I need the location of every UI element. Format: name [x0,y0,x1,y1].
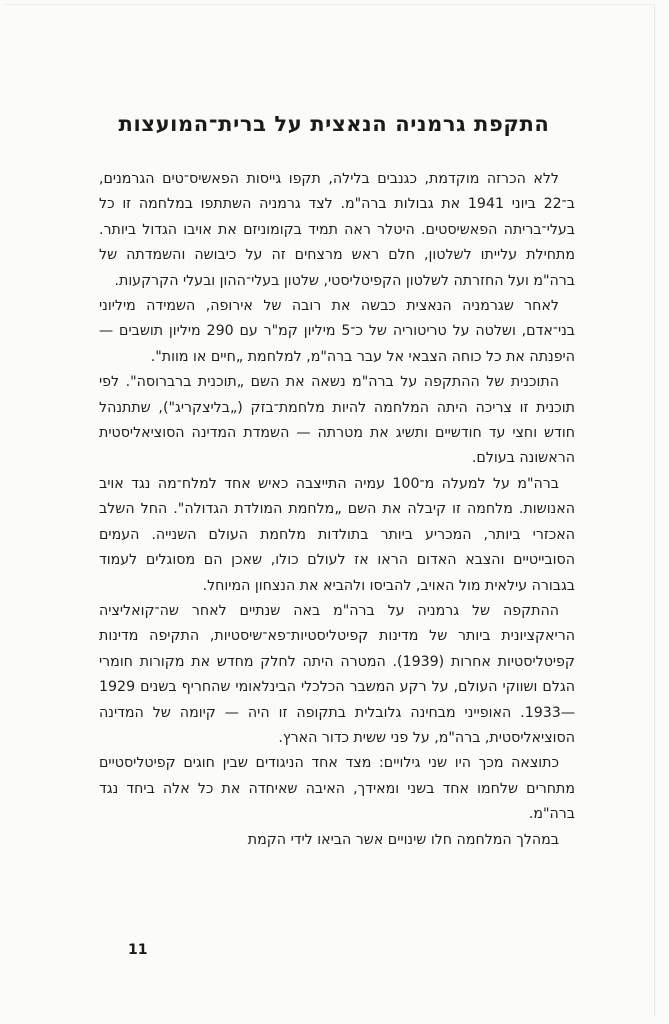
paragraph: ההתקפה של גרמניה על ברה"מ באה שנתיים לאחר שה־קואליציה הריאקציונית ביותר של מדינות קפיטליסטיות־פא־שיסטיות, התקיפה מדינות קפיטליסטיות אחרות (1939). המטרה היתה לחלק מחדש את מקורות חומרי הגלם ושווקי העולם, על רקע המשבר הכלכלי הבינלאומי שהחריף בשנים 1929—1933. האופייני מבחינה גלובלית בתקופה זו היה — קיומה של המדינה הסוציאליסטית, ברה"מ, על פני ששית כדור הארץ. [99,602,575,746]
paragraph: ברה"מ על למעלה מ־100 עמיה התייצבה כאיש אחד למלח־מה נגד אויב האנושות. מלחמה זו קיבלה את השם „מלחמת המולדת הגדולה". החל השלב האכזרי ביותר, המכריע ביותר בתולדות מלחמת העולם השנייה. העמים הסובייטיים והצבא האדום הראו אז לעולם כולו, שאכן הם מסוגלים לעמוד בגבורה עילאית מול האויב, להביסו ולהביא את הנצחון המיוחל. [99,475,575,594]
paragraph: במהלך המלחמה חלו שינויים אשר הביאו לידי הקמת [247,831,559,848]
chapter-title: התקפת גרמניה הנאצית על ברית־המועצות [118,112,550,136]
paragraph: לאחר שגרמניה הנאצית כבשה את רובה של אירופה, השמידה מיליוני בני־אדם, ושלטה על טריטוריה של כ־5 מיליון קמ"ר עם 290 מיליון תושבים — היפנתה את כל כוחה הצבאי אל עבר ברה"מ, למלחמת „חיים או מוות". [99,298,575,365]
body-text [99,167,575,853]
paragraph: כתוצאה מכך היו שני גילויים: מצד אחד הניגודים שבין חוגים קפיטליסטיים מתחרים שלחמו אחד בשני ומאידך, האיבה שאיחדה את כל אלה ביחד נגד ברה"מ. [99,755,575,823]
page-number: 11 [128,942,148,958]
paragraph: התוכנית של ההתקפה על ברה"מ נשאה את השם „תוכנית ברברוסה". לפי תוכנית זו צריכה היתה המלחמה להיות מלחמת־בזק („בליצקריג"), שתתנהל חודש וחצי עד חודשיים ותשיג את מטרתה — השמדת המדינה הסוציאליסטית הראשונה בעולם. [99,374,575,467]
paragraph: ללא הכרזה מוקדמת, כגנבים בלילה, תקפו גייסות הפאשיס־טים הגרמנים, ב־22 ביוני 1941 את גבולות ברה"מ. לצד גרמניה השתתפו במלחמה זו כל בעלי־בריתה הפאשיסטים. היטלר ראה תמיד בקומוניזם את אויבו הגדול ביותר. מתחילת עלייתו לשלטון, חלם ראש מרצחים זה על כיבושה והשמדתה של ברה"מ ועל החזרתה לשלטון הקפיטליסטי, שלטון בעלי־ההון ובעלי הקרקעות. [99,171,575,289]
